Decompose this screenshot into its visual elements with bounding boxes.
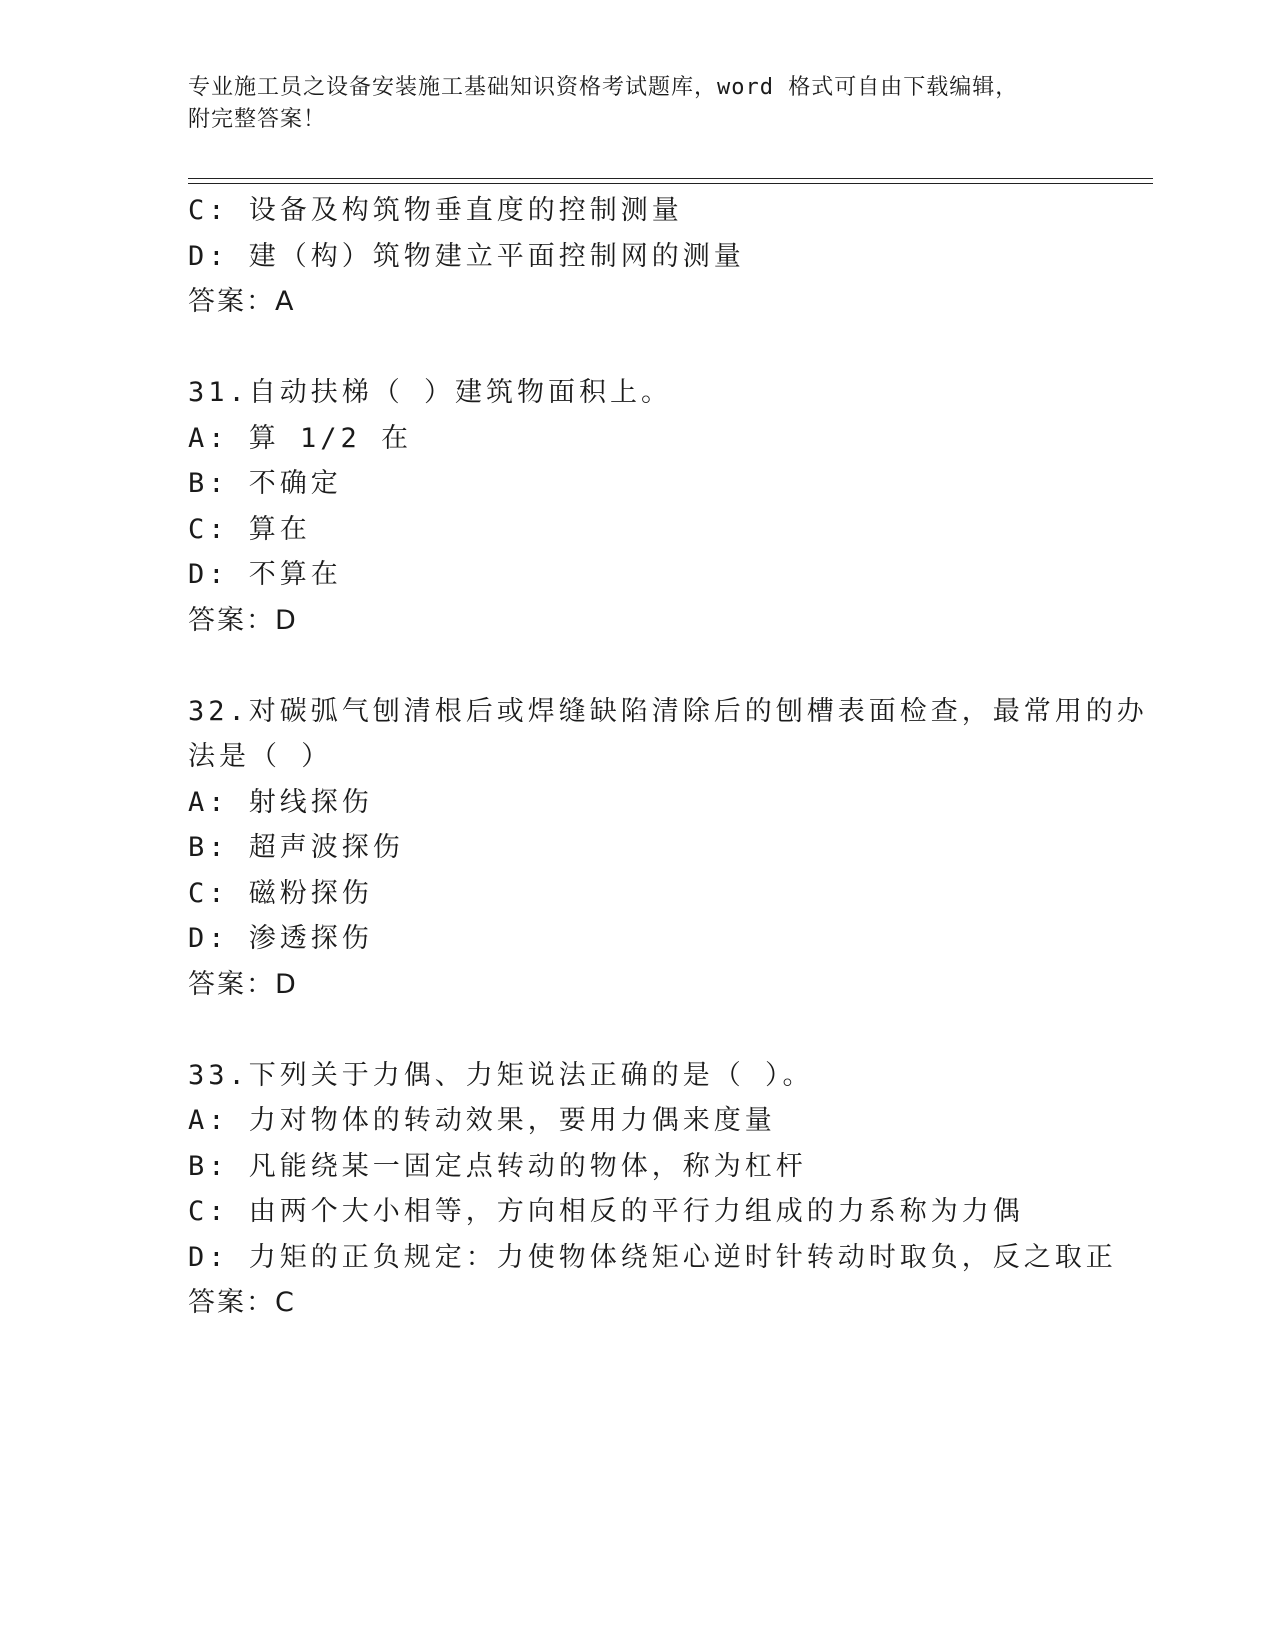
question-31 — [188, 370, 1088, 643]
answer-line: 答案：D — [188, 604, 298, 636]
option-b: B: 凡能绕某一固定点转动的物体，称为杠杆 — [188, 1150, 807, 1182]
option-d: D: 力矩的正负规定：力使物体绕矩心逆时针转动时取负，反之取正 — [188, 1241, 1117, 1273]
answer-line: 答案：D — [188, 968, 298, 1000]
carryover-question — [188, 188, 1088, 325]
option-b: B: 超声波探伤 — [188, 832, 404, 863]
question-list — [188, 188, 1148, 1326]
option-c: C: 由两个大小相等，方向相反的平行力组成的力系称为力偶 — [188, 1196, 1024, 1227]
header-divider-bottom — [188, 183, 1153, 184]
question-32 — [188, 689, 1148, 1008]
option-b: B: 不确定 — [188, 468, 342, 499]
option-d: D: 不算在 — [188, 559, 342, 590]
spacer — [188, 1007, 1088, 1053]
option-c: C: 磁粉探伤 — [188, 877, 373, 909]
question-stem: 31.自动扶梯（ ）建筑物面积上。 — [188, 377, 673, 408]
spacer — [188, 325, 1088, 371]
question-stem-continued: 法是（ ） — [188, 741, 333, 772]
option-c: C: 算在 — [188, 513, 311, 545]
question-33 — [188, 1053, 1117, 1326]
spacer — [188, 643, 1088, 689]
option-a: A: 算 1/2 在 — [188, 422, 413, 454]
option-d: D: 渗透探伤 — [188, 923, 373, 954]
option-a: A: 力对物体的转动效果，要用力偶来度量 — [188, 1105, 776, 1136]
option-c: C: 设备及构筑物垂直度的控制测量 — [188, 195, 683, 226]
option-a: A: 射线探伤 — [188, 786, 373, 818]
header-line-1: 专业施工员之设备安装施工基础知识资格考试题库，word 格式可自由下载编辑， — [188, 75, 1019, 100]
document-header — [188, 72, 1068, 136]
question-stem: 33.下列关于力偶、力矩说法正确的是（ ）。 — [188, 1059, 814, 1091]
answer-line: 答案：A — [188, 286, 296, 317]
option-d: D: 建（构）筑物建立平面控制网的测量 — [188, 240, 745, 272]
question-stem: 32.对碳弧气刨清根后或焊缝缺陷清除后的刨槽表面检查，最常用的办 — [188, 695, 1148, 727]
header-line-2: 附完整答案！ — [188, 107, 327, 132]
header-divider-top — [188, 178, 1153, 179]
answer-line: 答案：C — [188, 1287, 296, 1318]
